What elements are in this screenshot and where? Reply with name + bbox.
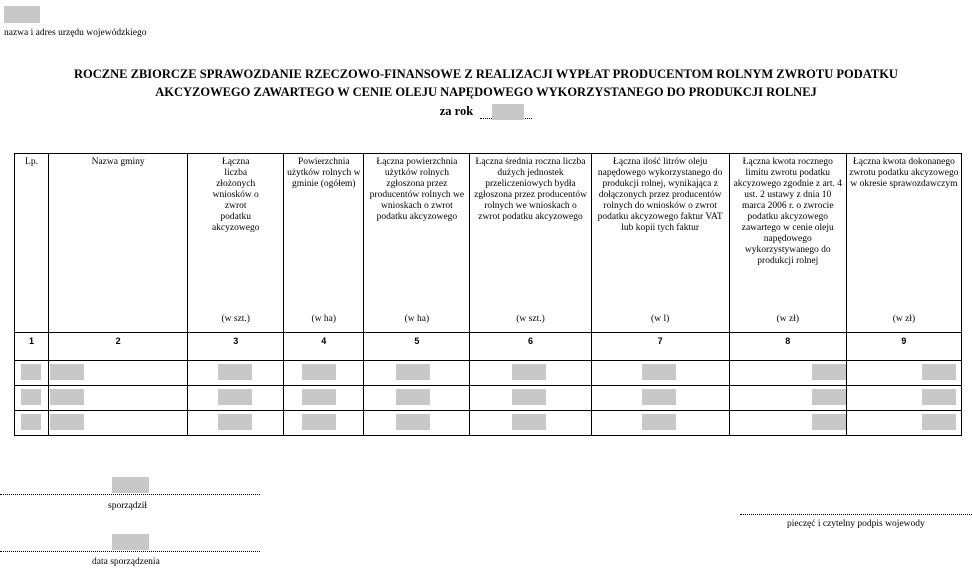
cell-placeholder: [396, 364, 430, 380]
column-number: 3: [188, 333, 284, 361]
column-header: Łączna średnia roczna liczba dużych jednostek przeliczeniowych bydła zgłoszona przez producentów rolnych we wnioskach o zwrot podatku akcyzowego (w szt.): [470, 154, 591, 333]
cell-placeholder: [922, 364, 956, 380]
column-number-row: [15, 333, 962, 361]
cell-placeholder: [512, 389, 546, 405]
cell-gmina[interactable]: [49, 361, 188, 386]
year-placeholder: [492, 104, 524, 120]
report-table: [14, 153, 962, 436]
cell-lp[interactable]: [15, 411, 49, 436]
cell-placeholder: [642, 389, 676, 405]
column-header: Nazwa gminy: [49, 154, 188, 333]
cell-placeholder: [812, 389, 846, 405]
cell-placeholder: [50, 414, 84, 430]
cell-powierzchnia-zgloszona[interactable]: [364, 411, 470, 436]
cell-placeholder: [512, 364, 546, 380]
cell-lp[interactable]: [15, 361, 49, 386]
column-number: 2: [49, 333, 188, 361]
cell-bydlo[interactable]: [470, 411, 591, 436]
column-number: 1: [15, 333, 49, 361]
column-number: 8: [729, 333, 846, 361]
cell-placeholder: [812, 364, 846, 380]
date-label: data sporządzenia: [92, 557, 160, 567]
cell-placeholder: [21, 389, 41, 405]
cell-wnioski[interactable]: [188, 411, 284, 436]
cell-zwrot[interactable]: [846, 361, 961, 386]
office-name-field[interactable]: [4, 6, 40, 23]
column-number: 9: [846, 333, 961, 361]
column-header: Łączna ilość litrów oleju napędowego wykorzystanego do produkcji rolnej, wynikająca z dołączonych przez producentów rolnych do wniosków o zwrot podatku akcyzowego faktur VAT lub kopii tych faktur (w l): [591, 154, 729, 333]
column-header: Powierzchnia użytków rolnych w gminie (ogółem) (w ha): [284, 154, 364, 333]
report-title-line-1: ROCZNE ZBIORCZE SPRAWOZDANIE RZECZOWO-FINANSOWE Z REALIZACJI WYPŁAT PRODUCENTOM ROLNYM ZWROTU PODATKU: [74, 67, 898, 81]
signature-line[interactable]: [740, 514, 972, 515]
cell-zwrot[interactable]: [846, 411, 961, 436]
report-title: [0, 65, 972, 101]
cell-limit[interactable]: [729, 386, 846, 411]
table-row: [15, 386, 962, 411]
cell-placeholder: [396, 389, 430, 405]
cell-powierzchnia[interactable]: [284, 411, 364, 436]
cell-limit[interactable]: [729, 411, 846, 436]
cell-zwrot[interactable]: [846, 386, 961, 411]
cell-powierzchnia-zgloszona[interactable]: [364, 386, 470, 411]
column-number: 7: [591, 333, 729, 361]
table-row: [15, 361, 962, 386]
office-label: nazwa i adres urzędu wojewódzkiego: [4, 28, 147, 38]
cell-bydlo[interactable]: [470, 386, 591, 411]
cell-placeholder: [218, 414, 252, 430]
cell-bydlo[interactable]: [470, 361, 591, 386]
cell-placeholder: [922, 389, 956, 405]
cell-limit[interactable]: [729, 361, 846, 386]
cell-placeholder: [21, 364, 41, 380]
cell-placeholder: [302, 389, 336, 405]
cell-placeholder: [218, 364, 252, 380]
date-field[interactable]: [112, 534, 149, 550]
cell-wnioski[interactable]: [188, 361, 284, 386]
cell-gmina[interactable]: [49, 386, 188, 411]
cell-placeholder: [396, 414, 430, 430]
date-line: [0, 551, 260, 552]
signature-label: pieczęć i czytelny podpis wojewody: [787, 519, 925, 529]
cell-placeholder: [642, 414, 676, 430]
cell-placeholder: [218, 389, 252, 405]
column-number: 6: [470, 333, 591, 361]
cell-powierzchnia[interactable]: [284, 386, 364, 411]
year-row: [0, 104, 972, 119]
prepared-by-label: sporządził: [108, 501, 148, 511]
cell-placeholder: [302, 364, 336, 380]
cell-placeholder: [812, 414, 846, 430]
table-header-row: [15, 154, 962, 333]
column-header: Łączna powierzchnia użytków rolnych zgłoszona przez producentów rolnych we wnioskach o zwrot podatku akcyzowego (w ha): [364, 154, 470, 333]
column-header: Łączna kwota rocznego limitu zwrotu podatku akcyzowego zgodnie z art. 4 ust. 2 ustawy z dnia 10 marca 2006 r. o zwrocie podatku akcyzowego zawartego w cenie oleju napędowego wykorzystywanego do produkcji rolnej (w zł): [729, 154, 846, 333]
cell-lp[interactable]: [15, 386, 49, 411]
cell-placeholder: [50, 364, 84, 380]
cell-placeholder: [21, 414, 41, 430]
cell-wnioski[interactable]: [188, 386, 284, 411]
prepared-by-line: [0, 494, 260, 495]
column-header: Lp.: [15, 154, 49, 333]
year-field[interactable]: [480, 104, 532, 119]
cell-litry[interactable]: [591, 386, 729, 411]
column-header: Łączna kwota dokonanego zwrotu podatku akcyzowego w okresie sprawozdawczym (w zł): [846, 154, 961, 333]
cell-placeholder: [302, 414, 336, 430]
cell-gmina[interactable]: [49, 411, 188, 436]
cell-placeholder: [922, 414, 956, 430]
cell-placeholder: [512, 414, 546, 430]
column-number: 4: [284, 333, 364, 361]
cell-powierzchnia-zgloszona[interactable]: [364, 361, 470, 386]
table-row: [15, 411, 962, 436]
cell-powierzchnia[interactable]: [284, 361, 364, 386]
year-label: za rok: [439, 104, 474, 118]
cell-litry[interactable]: [591, 361, 729, 386]
column-number: 5: [364, 333, 470, 361]
cell-litry[interactable]: [591, 411, 729, 436]
report-title-line-2: AKCYZOWEGO ZAWARTEGO W CENIE OLEJU NAPĘDOWEGO WYKORZYSTANEGO DO PRODUKCJI ROLNEJ: [155, 85, 817, 99]
column-header: Łączna liczba złożonych wniosków o zwrot podatku akcyzowego (w szt.): [188, 154, 284, 333]
cell-placeholder: [50, 389, 84, 405]
prepared-by-field[interactable]: [112, 477, 149, 493]
cell-placeholder: [642, 364, 676, 380]
